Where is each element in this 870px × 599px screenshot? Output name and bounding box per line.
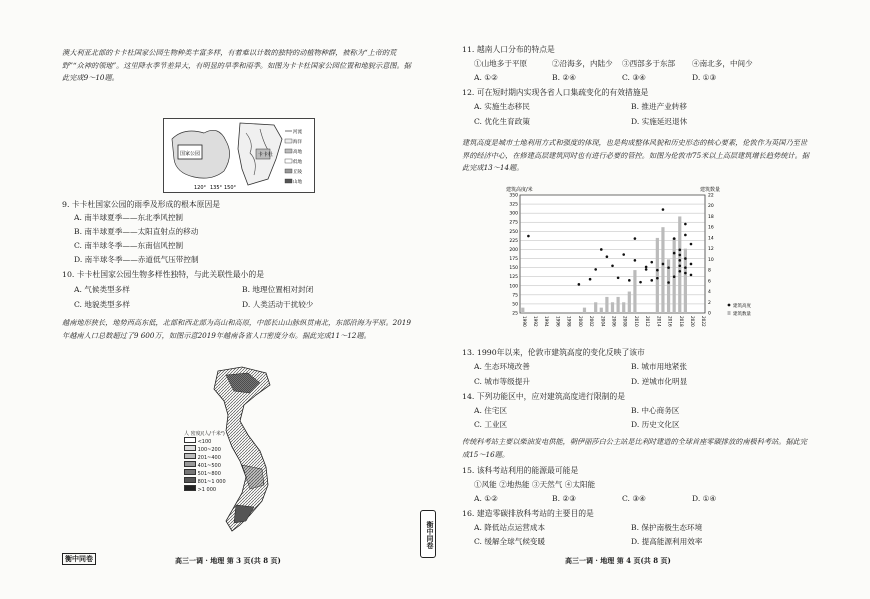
- q11-option-d[interactable]: D. ①③: [692, 73, 717, 82]
- y-tick-label: 300: [509, 211, 518, 217]
- y-tick-label: 275: [509, 220, 518, 226]
- height-point: [606, 255, 609, 258]
- q11-item-3: ③西部多于东部: [622, 59, 676, 68]
- legend-row-7: >1 000: [184, 485, 226, 493]
- q11-option-b[interactable]: B. ②④: [552, 73, 577, 82]
- legend-highland: 高地: [293, 150, 302, 155]
- passage-vietnam: 越南地形狭长，地势西高东低，北部和西北部为高山和高原，中部长山山脉纵贯南北，东部沿海为平原。2019年越南人口总数超过了9 600万，如图示意2019年越南各省人口密度分布。据此完成11～12题。: [62, 318, 411, 340]
- height-point: [634, 237, 637, 240]
- x-tick-label: 2006: [611, 316, 617, 327]
- kakadu-place-label: 卡卡杜: [258, 152, 274, 158]
- x-tick-label: 1996: [555, 316, 561, 327]
- count-bar: [600, 308, 603, 313]
- q15-option-d[interactable]: D. ①④: [692, 494, 717, 503]
- height-point: [678, 254, 681, 257]
- q15-stem: 15. 该科考站利用的能源最可能是: [462, 466, 579, 475]
- x-tick-label: 2016: [667, 316, 673, 327]
- height-point: [673, 275, 676, 278]
- q13-option-a[interactable]: A. 生态环境改善: [474, 362, 530, 371]
- count-bar: [605, 297, 608, 313]
- height-point: [684, 234, 687, 237]
- passage-antarctic: 传统科考站主要以柴油发电供能，朝伊丽莎白公主站是比利时建造的全球首座零碳排放的南极科考站。据此完成15～16题。: [462, 437, 808, 459]
- legend-mountain: 山地: [293, 180, 302, 185]
- q13-stem: 13. 1990年以来，伦敦市建筑高度的变化反映了该市: [462, 348, 645, 357]
- x-tick-label: 2002: [589, 316, 595, 327]
- footer-logo-left: 衡中同卷: [62, 553, 96, 565]
- q10-option-c[interactable]: C. 地貌类型多样: [74, 300, 130, 309]
- q12-option-a[interactable]: A. 实施生态移民: [474, 102, 530, 111]
- q13-option-c[interactable]: C. 城市等级提升: [474, 377, 530, 386]
- q14-option-c[interactable]: C. 工业区: [474, 420, 508, 429]
- q10-option-a[interactable]: A. 气候类型多样: [74, 285, 130, 294]
- kakadu-map: [163, 118, 315, 193]
- q15-option-c[interactable]: C. ③④: [622, 494, 646, 503]
- q11-stem: 11. 越南人口分布的特点是: [462, 45, 555, 54]
- q14-option-a[interactable]: A. 住宅区: [474, 406, 508, 415]
- lon-label-150: 150°: [224, 185, 237, 191]
- height-point: [678, 270, 681, 273]
- y2-tick-label: 2: [708, 300, 711, 306]
- y-tick-label: 150: [509, 266, 518, 272]
- london-chart: [500, 183, 760, 343]
- height-point: [650, 261, 653, 264]
- height-point: [678, 259, 681, 262]
- y2-tick-label: 16: [708, 225, 714, 231]
- legend-hill: 丘陵: [293, 170, 302, 175]
- y-tick-label: 75: [512, 293, 518, 299]
- x-tick-label: 2012: [645, 316, 651, 327]
- x-tick-label: 2004: [600, 316, 606, 327]
- x-tick-label: 1992: [533, 316, 539, 327]
- height-point: [673, 252, 676, 255]
- legend-height-marker: [728, 304, 731, 307]
- legend-row-4: 401~500: [184, 461, 226, 469]
- height-point: [656, 277, 659, 280]
- height-point: [611, 265, 614, 268]
- x-tick-label: 2010: [633, 316, 639, 327]
- park-label: 国家公园: [180, 151, 201, 157]
- q9-stem: 9. 卡卡杜国家公园的雨季及形成的根本原因是: [62, 200, 221, 209]
- count-bar: [628, 292, 631, 313]
- legend-sea: 海洋: [293, 140, 302, 145]
- height-point: [690, 274, 693, 277]
- legend-title: 人 密度/(人/千米²): [184, 431, 225, 437]
- height-point: [650, 279, 653, 282]
- london-chart-svg: [500, 183, 760, 343]
- q11-option-c[interactable]: C. ③④: [622, 73, 646, 82]
- height-point: [690, 243, 693, 246]
- height-point: [690, 263, 693, 266]
- x-tick-label: 2020: [689, 316, 695, 327]
- y-tick-label: 325: [509, 202, 518, 208]
- x-tick-label: 2018: [678, 316, 684, 327]
- height-point: [678, 249, 681, 252]
- q11-item-4: ④南北多，中间少: [692, 59, 753, 68]
- count-bar: [617, 297, 620, 313]
- q16-option-d[interactable]: D. 提高能源利用效率: [631, 537, 703, 546]
- height-point: [667, 266, 670, 269]
- height-point: [662, 208, 665, 211]
- chart-y-label: 建筑高度/米: [506, 187, 533, 193]
- q10-option-b[interactable]: B. 地理位置相对封闭: [242, 285, 314, 294]
- y-tick-label: 50: [512, 302, 518, 308]
- height-point: [645, 268, 648, 271]
- q12-option-c[interactable]: C. 优化生育政策: [474, 117, 530, 126]
- vietnam-legend: [184, 431, 226, 493]
- chart-y-ticks: [509, 193, 518, 317]
- y-tick-label: 100: [509, 284, 518, 290]
- x-tick-label: 1998: [566, 316, 572, 327]
- height-point: [684, 223, 687, 226]
- height-point: [617, 276, 620, 279]
- legend-height-label: 建筑高度: [733, 304, 751, 309]
- height-point: [594, 268, 597, 271]
- x-tick-label: 2022: [701, 316, 707, 327]
- q12-option-d[interactable]: D. 实施延迟退休: [631, 117, 688, 126]
- y2-tick-label: 22: [708, 193, 714, 199]
- height-point: [527, 235, 530, 238]
- legend-row-5: 501~800: [184, 469, 226, 477]
- y2-tick-label: 6: [708, 279, 711, 285]
- x-tick-label: 1994: [544, 316, 550, 327]
- passage-london: 建筑高度是城市土地利用方式和强度的体现，也是构成整体风貌和历史形态的核心要素，伦敦作为英国乃至世界的经济中心，在修建高层建筑同时也有进行必要的管控。如图为伦敦市75米以上高层建筑增长趋势统计。据此完成13～14题。: [462, 138, 809, 172]
- count-bar: [611, 302, 614, 313]
- q12-stem: 12. 可在短时期内实现各省人口集疏变化的有效措施是: [462, 88, 649, 97]
- q16-option-c[interactable]: C. 缓解全球气候变暖: [474, 537, 546, 546]
- height-point: [656, 269, 659, 272]
- height-point: [645, 266, 648, 269]
- y2-tick-label: 12: [708, 247, 714, 253]
- q13-option-b[interactable]: B. 城市用地紧张: [631, 362, 687, 371]
- count-bar: [622, 302, 625, 313]
- legend-count-label: 建筑数量: [733, 312, 751, 317]
- footer-page-4: 高三一调 · 地理 第 4 页(共 8 页): [565, 556, 671, 565]
- y2-tick-label: 4: [708, 290, 711, 296]
- count-bar: [594, 302, 597, 313]
- height-point: [589, 278, 592, 281]
- height-point: [684, 266, 687, 269]
- q11-option-a[interactable]: A. ①②: [474, 73, 498, 82]
- height-point: [678, 265, 681, 268]
- q9-option-d[interactable]: D. 南半球冬季——赤道低气压带控制: [74, 255, 199, 264]
- y2-tick-label: 8: [708, 268, 711, 274]
- q9-option-a[interactable]: A. 南半球夏季——东北季风控制: [74, 213, 184, 222]
- count-bar: [583, 308, 586, 313]
- chart-legend: [728, 302, 752, 317]
- height-point: [667, 281, 670, 284]
- legend-row-2: 100~200: [184, 445, 226, 453]
- center-seal: 衡中同卷: [420, 510, 436, 558]
- legend-row-1: <100: [184, 437, 226, 445]
- q9-option-c[interactable]: C. 南半球冬季——东南信风控制: [74, 241, 184, 250]
- y-tick-label: 200: [509, 247, 518, 253]
- count-bar: [521, 308, 524, 313]
- legend-river: 河流: [293, 130, 302, 135]
- y2-tick-label: 10: [708, 257, 714, 263]
- footer-page-3: 高三一调 · 地理 第 3 页(共 8 页): [175, 556, 281, 565]
- x-tick-label: 1990: [521, 316, 527, 327]
- q10-option-d[interactable]: D. 人类活动干扰较少: [242, 300, 314, 309]
- q15-items: ①风能 ②地热能 ③天然气 ④太阳能: [474, 480, 596, 489]
- chart-y2-ticks: [708, 193, 714, 317]
- vietnam-map: [170, 365, 310, 535]
- count-bar: [661, 227, 664, 313]
- q11-item-2: ②沿海多，内陆少: [552, 59, 613, 68]
- q13-option-d[interactable]: D. 逆城市化明显: [631, 377, 688, 386]
- height-point: [628, 279, 631, 282]
- height-point: [673, 237, 676, 240]
- count-bar: [633, 270, 636, 313]
- q12-option-b[interactable]: B. 推进产业转移: [631, 102, 687, 111]
- height-point: [662, 263, 665, 266]
- y2-tick-label: 0: [708, 311, 711, 317]
- y2-tick-label: 18: [708, 214, 714, 220]
- y-tick-label: 350: [509, 193, 518, 199]
- height-point: [600, 248, 603, 251]
- q15-option-b[interactable]: B. ②③: [552, 494, 577, 503]
- y-tick-label: 25: [512, 311, 518, 317]
- q16-stem: 16. 建造零碳排放科考站的主要目的是: [462, 509, 594, 518]
- q15-option-a[interactable]: A. ①②: [474, 494, 498, 503]
- y-tick-label: 250: [509, 229, 518, 235]
- legend-lowland: 低地: [293, 160, 302, 165]
- x-tick-label: 2008: [622, 316, 628, 327]
- count-bar: [656, 238, 659, 313]
- height-point: [634, 259, 637, 262]
- plot-frame: [520, 195, 705, 313]
- kakadu-map-svg: [164, 119, 314, 192]
- height-point: [578, 283, 581, 286]
- height-point: [684, 272, 687, 275]
- q14-stem: 14. 下列功能区中，应对建筑高度进行限制的是: [462, 392, 626, 401]
- q14-option-b[interactable]: B. 中心商务区: [631, 406, 680, 415]
- chart-x-ticks: [522, 316, 706, 327]
- lon-label-135: 135°: [210, 185, 223, 191]
- y2-tick-label: 14: [708, 236, 714, 242]
- passage-kakadu: 澳大利亚北部的卡卡杜国家公园生物种类丰富多样，有着难以计数的独特的动植物种群，被称为“上帝的荒野”“众神的领地”。这里降水季节差异大，有明显的旱季和雨季。如图为卡卡杜国家公园位置和地貌示意图。据此完成9～10题。: [62, 48, 411, 82]
- legend-row-6: 801~1 000: [184, 477, 226, 485]
- y-tick-label: 125: [509, 275, 518, 281]
- lon-label-120: 120°: [194, 185, 207, 191]
- q14-option-d[interactable]: D. 历史文化区: [631, 420, 680, 429]
- chart-y2-label: 建筑数量: [700, 187, 721, 193]
- right-page: [435, 0, 870, 599]
- q9-option-b[interactable]: B. 南半球夏季——太阳直射点的移动: [74, 227, 199, 236]
- legend-count-marker: [728, 311, 731, 315]
- chart-grid: [520, 195, 705, 313]
- y-tick-label: 175: [509, 257, 518, 263]
- height-point: [622, 253, 625, 256]
- legend-row-3: 201~400: [184, 453, 226, 461]
- height-point: [639, 281, 642, 284]
- q16-option-a[interactable]: A. 降低站点运营成本: [474, 523, 546, 532]
- q11-item-1: ①山地多于平原: [474, 59, 528, 68]
- height-point: [684, 257, 687, 260]
- y2-tick-label: 20: [708, 204, 714, 210]
- y-tick-label: 225: [509, 238, 518, 244]
- x-tick-label: 2014: [656, 316, 662, 327]
- q16-option-b[interactable]: B. 保护南极生态环境: [631, 523, 703, 532]
- x-tick-label: 2000: [577, 316, 583, 327]
- q10-stem: 10. 卡卡杜国家公园生物多样性独特，与此关联性最小的是: [62, 270, 265, 279]
